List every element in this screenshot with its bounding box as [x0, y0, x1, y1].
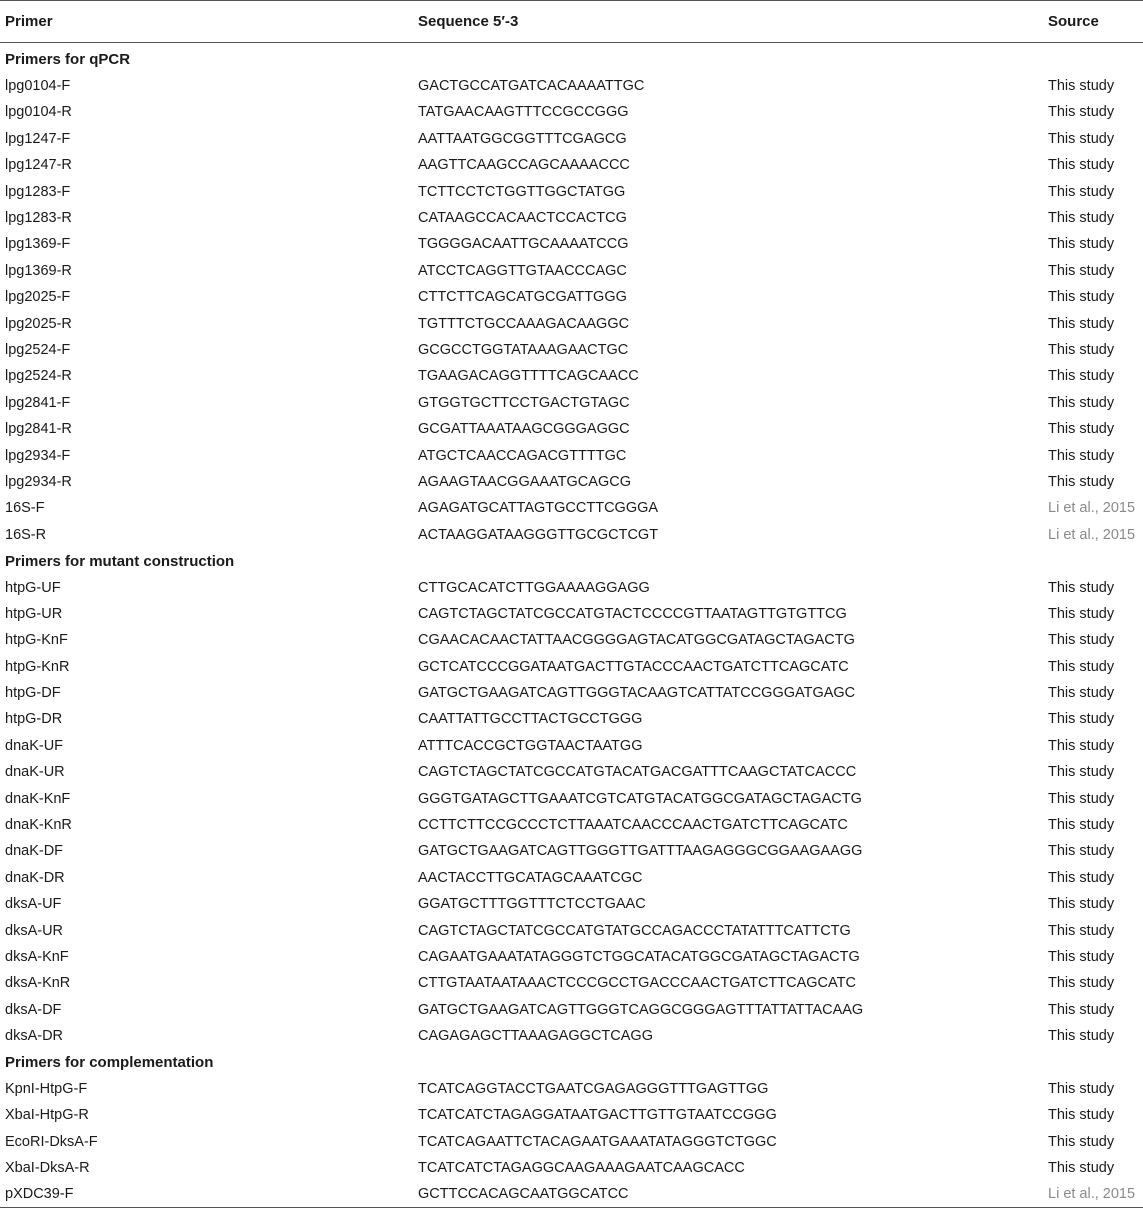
sequence-cell: CCTTCTTCCGCCCTCTTAAATCAACCCAACTGATCTTCAGCATC	[418, 817, 848, 834]
table-row	[0, 865, 1143, 891]
source-cell: This study	[1048, 843, 1115, 860]
table-row	[0, 390, 1143, 416]
sequence-cell: AATTAATGGCGGTTTCGAGCG	[418, 130, 627, 147]
primer-name-cell: lpg2934-R	[5, 473, 72, 490]
header-primer: Primer	[0, 1, 418, 43]
source-cell: This study	[1048, 368, 1115, 385]
section-title: Primers for mutant construction	[5, 552, 235, 570]
table-row	[0, 1023, 1143, 1049]
primer-name-cell: lpg2025-F	[5, 289, 71, 306]
header-source: Source	[1048, 1, 1143, 43]
source-cell: This study	[1048, 1160, 1115, 1177]
table-row	[0, 1129, 1143, 1155]
source-cell: This study	[1048, 157, 1115, 174]
primer-name-cell: dksA-DR	[5, 1028, 64, 1045]
primer-name-cell: htpG-UR	[5, 605, 63, 622]
sequence-cell: ACTAAGGATAAGGGTTGCGCTCGT	[418, 526, 659, 543]
primer-name-cell: dnaK-UR	[5, 764, 65, 781]
source-citation-link[interactable]: Li et al., 2015	[1048, 500, 1136, 517]
source-cell: This study	[1048, 341, 1115, 358]
source-cell: This study	[1048, 394, 1115, 411]
primer-name-cell: lpg2841-F	[5, 394, 71, 411]
table-row	[0, 759, 1143, 785]
primer-name-cell: dksA-UF	[5, 896, 62, 913]
primer-name-cell: htpG-DR	[5, 711, 63, 728]
source-cell: This study	[1048, 790, 1115, 807]
sequence-cell: TCATCATCTAGAGGATAATGACTTGTTGTAATCCGGG	[418, 1107, 777, 1124]
table-row	[0, 812, 1143, 838]
primer-name-cell: lpg1247-F	[5, 130, 71, 147]
table-header	[0, 1, 1143, 43]
sequence-cell: CAGAATGAAATATAGGGTCTGGCATACATGGCGATAGCTAGACTG	[418, 948, 860, 965]
source-cell: This study	[1048, 711, 1115, 728]
source-cell: This study	[1048, 869, 1115, 886]
source-cell: This study	[1048, 1107, 1115, 1124]
sequence-cell: TGTTTCTGCCAAAGACAAGGC	[418, 315, 630, 332]
source-cell: This study	[1048, 1001, 1115, 1018]
primer-name-cell: 16S-R	[5, 526, 47, 543]
primer-name-cell: lpg1283-F	[5, 183, 71, 200]
table-row	[0, 997, 1143, 1023]
sequence-cell: CAGTCTAGCTATCGCCATGTACTCCCCGTTAATAGTTGTGTTCG	[418, 605, 847, 622]
table-row	[0, 627, 1143, 653]
sequence-cell: TCATCAGAATTCTACAGAATGAAATATAGGGTCTGGC	[418, 1133, 777, 1150]
source-cell: This study	[1048, 1133, 1115, 1150]
primer-name-cell: htpG-KnR	[5, 658, 70, 675]
source-citation-link[interactable]: Li et al., 2015	[1048, 526, 1136, 543]
section-title: Primers for complementation	[5, 1054, 214, 1072]
primer-name-cell: lpg2025-R	[5, 315, 72, 332]
header-row	[0, 1, 1143, 43]
table-row	[0, 944, 1143, 970]
source-cell: This study	[1048, 975, 1115, 992]
table-row	[0, 337, 1143, 363]
source-cell: This study	[1048, 210, 1115, 227]
sequence-cell: CAGAGAGCTTAAAGAGGCTCAGG	[418, 1028, 653, 1045]
source-cell: This study	[1048, 130, 1115, 147]
primer-name-cell: dnaK-UF	[5, 737, 64, 754]
source-cell: This study	[1048, 447, 1115, 464]
sequence-cell: ATCCTCAGGTTGTAACCCAGC	[418, 262, 627, 279]
source-cell: This study	[1048, 948, 1115, 965]
table-row	[0, 1102, 1143, 1128]
table-row	[0, 99, 1143, 125]
primer-name-cell: 16S-F	[5, 500, 45, 517]
table-row	[0, 1076, 1143, 1102]
primer-name-cell: lpg2524-F	[5, 341, 71, 358]
header-sequence: Sequence 5′-3	[418, 1, 1048, 43]
sequence-cell: GACTGCCATGATCACAAAATTGC	[418, 78, 645, 95]
source-cell: This study	[1048, 579, 1115, 596]
sequence-cell: CGAACACAACTATTAACGGGGAGTACATGGCGATAGCTAGACTG	[418, 632, 855, 649]
primer-name-cell: dnaK-DF	[5, 843, 64, 860]
source-cell: This study	[1048, 104, 1115, 121]
sequence-cell: CTTGCACATCTTGGAAAAGGAGG	[418, 579, 650, 596]
table-row	[0, 205, 1143, 231]
sequence-cell: AACTACCTTGCATAGCAAATCGC	[418, 869, 643, 886]
source-cell: This study	[1048, 685, 1115, 702]
sequence-cell: CTTCTTCAGCATGCGATTGGG	[418, 289, 627, 306]
table-row	[0, 522, 1143, 548]
source-cell: This study	[1048, 896, 1115, 913]
sequence-cell: ATGCTCAACCAGACGTTTTGC	[418, 447, 627, 464]
sequence-cell: AGAGATGCATTAGTGCCTTCGGGA	[418, 500, 659, 517]
source-cell: This study	[1048, 764, 1115, 781]
sequence-cell: TGAAGACAGGTTTTCAGCAACC	[418, 368, 639, 385]
source-cell: This study	[1048, 315, 1115, 332]
table-row	[0, 970, 1143, 996]
table-row	[0, 416, 1143, 442]
table-row	[0, 284, 1143, 310]
table-row	[0, 891, 1143, 917]
primer-name-cell: lpg0104-R	[5, 104, 72, 121]
primer-name-cell: lpg2934-F	[5, 447, 71, 464]
sequence-cell: GCTTCCACAGCAATGGCATCC	[418, 1181, 1048, 1207]
table-row	[0, 785, 1143, 811]
primer-name-cell: dksA-KnR	[5, 975, 71, 992]
table-row	[0, 706, 1143, 732]
sequence-cell: GTGGTGCTTCCTGACTGTAGC	[418, 394, 630, 411]
primer-name-cell: lpg1369-R	[5, 262, 72, 279]
primer-name-cell: XbaI-HtpG-R	[5, 1107, 89, 1124]
section-title: Primers for qPCR	[5, 51, 131, 69]
table-row	[0, 495, 1143, 521]
sequence-cell: GATGCTGAAGATCAGTTGGGTCAGGCGGGAGTTTATTATTACAAG	[418, 1001, 864, 1018]
table-body	[0, 43, 1143, 1208]
table-row	[0, 1181, 1143, 1207]
source-cell: This study	[1048, 289, 1115, 306]
sequence-cell: CAGTCTAGCTATCGCCATGTACATGACGATTTCAAGCTATCACCC	[418, 764, 857, 781]
source-cell: This study	[1048, 262, 1115, 279]
source-cell: This study	[1048, 1028, 1115, 1045]
sequence-cell: CATAAGCCACAACTCCACTCG	[418, 210, 627, 227]
sequence-cell: GGGTGATAGCTTGAAATCGTCATGTACATGGCGATAGCTAGACTG	[418, 790, 862, 807]
source-cell: This study	[1048, 737, 1115, 754]
table-row	[0, 469, 1143, 495]
table-row	[0, 601, 1143, 627]
primer-name-cell: lpg1247-R	[5, 157, 72, 174]
table-row	[0, 310, 1143, 336]
sequence-cell: GATGCTGAAGATCAGTTGGGTTGATTTAAGAGGGCGGAAGAAGG	[418, 843, 863, 860]
primer-name-cell: lpg2524-R	[5, 368, 72, 385]
table-row	[0, 917, 1143, 943]
table-row	[0, 258, 1143, 284]
sequence-cell: CTTGTAATAATAAACTCCCGCCTGACCCAACTGATCTTCAGCATC	[418, 975, 856, 992]
source-cell: This study	[1048, 183, 1115, 200]
section-heading-row	[0, 1049, 1143, 1075]
primer-name-cell: XbaI-DksA-R	[5, 1160, 90, 1177]
primer-name-cell: htpG-DF	[5, 685, 61, 702]
sequence-cell: CAGTCTAGCTATCGCCATGTATGCCAGACCCTATATTTCATTCTG	[418, 922, 851, 939]
primer-name-cell: dnaK-DR	[5, 869, 65, 886]
sequence-cell: CAATTATTGCCTTACTGCCTGGG	[418, 711, 643, 728]
primer-name-cell: dnaK-KnF	[5, 790, 71, 807]
sequence-cell: TATGAACAAGTTTCCGCCGGG	[418, 104, 629, 121]
primer-name-cell: pXDC39-F	[0, 1181, 418, 1207]
table-row	[0, 178, 1143, 204]
source-cell: This study	[1048, 817, 1115, 834]
primer-name-cell: htpG-KnF	[5, 632, 68, 649]
sequence-cell: GCTCATCCCGGATAATGACTTGTACCCAACTGATCTTCAGCATC	[418, 658, 849, 675]
primer-name-cell: htpG-UF	[5, 579, 61, 596]
sequence-cell: GATGCTGAAGATCAGTTGGGTACAAGTCATTATCCGGGATGAGC	[418, 685, 856, 702]
sequence-cell: GCGATTAAATAAGCGGGAGGC	[418, 421, 630, 438]
table-row	[0, 733, 1143, 759]
source-cell: This study	[1048, 632, 1115, 649]
primer-name-cell: lpg1283-R	[5, 210, 72, 227]
sequence-cell: ATTTCACCGCTGGTAACTAATGG	[418, 737, 643, 754]
source-cell: This study	[1048, 1080, 1115, 1097]
source-cell: This study	[1048, 605, 1115, 622]
table-row	[0, 653, 1143, 679]
primer-name-cell: KpnI-HtpG-F	[5, 1080, 88, 1097]
primer-name-cell: lpg0104-F	[5, 78, 71, 95]
primer-name-cell: dnaK-KnR	[5, 817, 72, 834]
section-heading-row	[0, 548, 1143, 574]
primer-name-cell: dksA-UR	[5, 922, 64, 939]
table-row	[0, 838, 1143, 864]
table-row	[0, 152, 1143, 178]
sequence-cell: GCGCCTGGTATAAAGAACTGC	[418, 341, 629, 358]
sequence-cell: AGAAGTAACGGAAATGCAGCG	[418, 473, 631, 490]
table-row	[0, 126, 1143, 152]
source-citation-link[interactable]: Li et al., 2015	[1048, 1181, 1143, 1207]
table-row	[0, 1155, 1143, 1181]
primer-name-cell: dksA-DF	[5, 1001, 62, 1018]
primer-name-cell: dksA-KnF	[5, 948, 69, 965]
table-row	[0, 574, 1143, 600]
primer-name-cell: EcoRI-DksA-F	[5, 1133, 98, 1150]
sequence-cell: AAGTTCAAGCCAGCAAAACCC	[418, 157, 630, 174]
sequence-cell: TCATCATCTAGAGGCAAGAAAGAATCAAGCACC	[418, 1160, 745, 1177]
source-cell: This study	[1048, 922, 1115, 939]
sequence-cell: GGATGCTTTGGTTTCTCCTGAAC	[418, 896, 646, 913]
table-row	[0, 231, 1143, 257]
section-heading-row	[0, 47, 1143, 73]
source-cell: This study	[1048, 473, 1115, 490]
table-row	[0, 442, 1143, 468]
primer-name-cell: lpg1369-F	[5, 236, 71, 253]
sequence-cell: TCATCAGGTACCTGAATCGAGAGGGTTTGAGTTGG	[418, 1080, 769, 1097]
table-row	[0, 363, 1143, 389]
sequence-cell: TCTTCCTCTGGTTGGCTATGG	[418, 183, 626, 200]
source-cell: This study	[1048, 658, 1115, 675]
table-row	[0, 680, 1143, 706]
sequence-cell: TGGGGACAATTGCAAAATCCG	[418, 236, 629, 253]
table-row	[0, 73, 1143, 99]
primer-name-cell: lpg2841-R	[5, 421, 72, 438]
source-cell: This study	[1048, 78, 1115, 95]
source-cell: This study	[1048, 421, 1115, 438]
source-cell: This study	[1048, 236, 1115, 253]
